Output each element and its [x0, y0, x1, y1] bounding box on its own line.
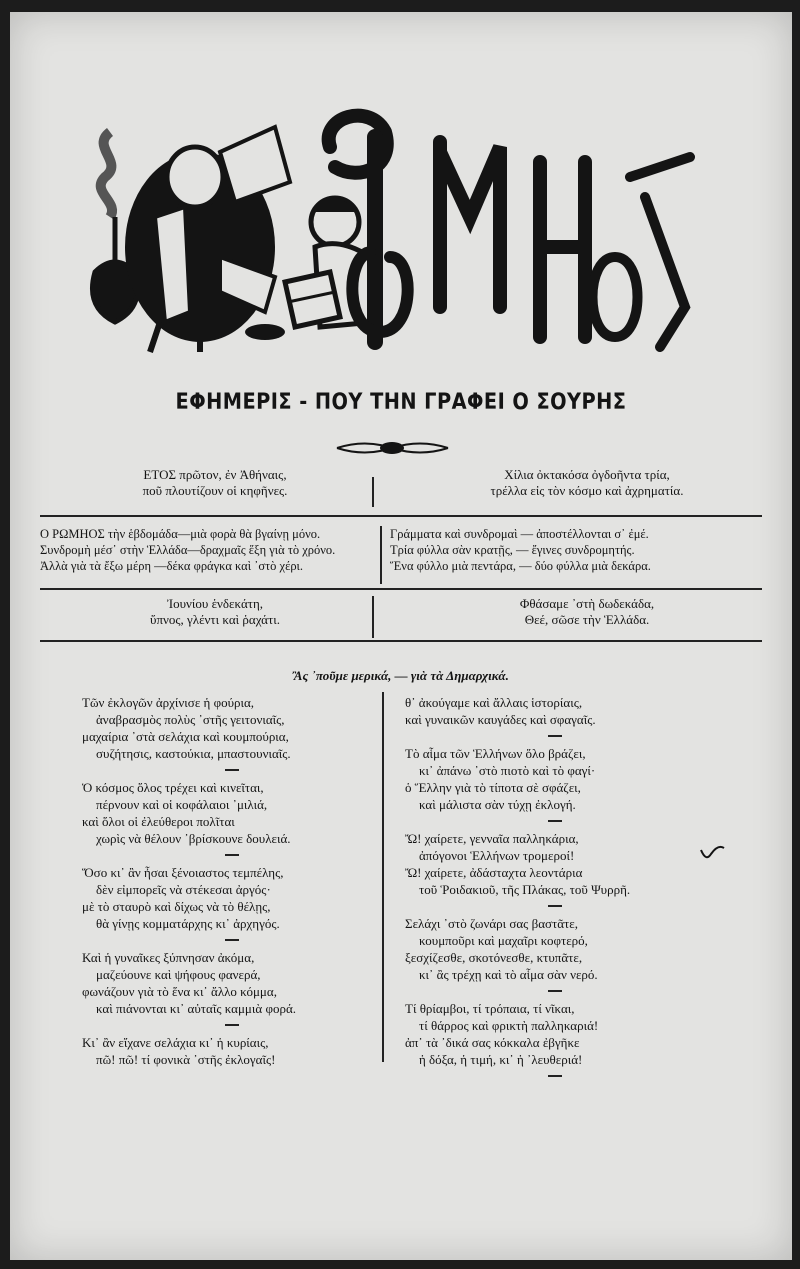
rule-middle — [40, 588, 762, 590]
verse-line: φωνάζουν γιὰ τὸ ἕνα κι᾽ ἄλλο κόμμα, — [82, 984, 277, 999]
stanza-separator — [225, 769, 239, 771]
newspaper-page — [10, 12, 792, 1260]
stanza — [82, 694, 382, 762]
stanza — [405, 694, 705, 728]
poem-title: Ἂς ᾽ποῦμε μερικά, — γιὰ τὰ Δημαρχικά. — [293, 668, 509, 683]
poem-column-divider — [382, 692, 384, 1062]
date-divider — [372, 596, 374, 638]
header-info-right-1: Χίλια ὀκτακόσα ὀγδοῆντα τρία, — [504, 467, 670, 482]
verse-line: Ὅσο κι᾽ ἂν ἦσαι ξένοιαστος τεμπέλης, — [82, 865, 284, 880]
newspaper-subtitle: ΕΦΗΜΕΡΙΣ - ΠΟΥ ΤΗΝ ΓΡΑΦΕΙ Ο ΣΟΥΡΗΣ — [175, 390, 627, 415]
masthead-illustration — [70, 107, 710, 367]
verse-line: ἀπόγονοι Ἑλλήνων τρομεροί! — [419, 848, 575, 863]
ornament-divider-icon — [335, 437, 450, 459]
verse-line: Ὁ κόσμος ὅλος τρέχει καὶ κινεῖται, — [82, 780, 264, 795]
verse-line: καὶ γυναικῶν καυγάδες καὶ σφαγαῖς. — [405, 712, 596, 727]
rule-top — [40, 515, 762, 517]
title-lettering — [329, 116, 690, 347]
date-info-left-1: Ἰουνίου ἑνδεκάτη, — [166, 596, 264, 611]
header-divider — [372, 477, 374, 507]
verse-line: ὁ Ἕλλην γιὰ τὸ τίποτα σὲ σφάζει, — [405, 780, 581, 795]
subscription-right-1: Γράμματα καὶ συνδρομαὶ — ἀποστέλλονται σ᾽ ἐμέ. — [390, 527, 649, 541]
verse-line: μὲ τὸ σταυρὸ καὶ δίχως νὰ τὸ θέλῃς, — [82, 899, 271, 914]
verse-line: Κι᾽ ἂν εἴχανε σελάχια κι᾽ ἡ κυρίαις, — [82, 1035, 269, 1050]
stanza — [405, 745, 705, 813]
verse-line: καὶ μάλιστα σὰν τύχῃ ἐκλογή. — [419, 797, 576, 812]
verse-line: κι᾽ ἀπάνω ᾽στὸ πιοτὸ καὶ τὸ φαγί· — [419, 763, 596, 778]
verse-line: καὶ ὅλοι οἱ ἐλεύθεροι πολῖται — [82, 814, 235, 829]
date-info-right-1: Φθάσαμε ᾽στὴ δωδεκάδα, — [519, 596, 655, 611]
verse-line: ξεσχίζεσθε, σκοτόνεσθε, κτυπᾶτε, — [405, 950, 583, 965]
subscription-right-3: Ἕνα φύλλο μιὰ πεντάρα, — δύο φύλλα μιὰ δεκάρα. — [390, 559, 651, 573]
verse-line: Τῶν ἐκλογῶν ἀρχίνισε ἡ φούρια, — [82, 695, 255, 710]
verse-line: συζήτησις, καστούκια, μπαστουνιαῖς. — [96, 746, 291, 761]
stanza-separator — [548, 1075, 562, 1077]
date-info-right-2: Θεέ, σῶσε τὴν Ἑλλάδα. — [524, 612, 650, 627]
verse-line: κι᾽ ἂς τρέχῃ καὶ τὸ αἷμα σὰν νερό. — [419, 967, 598, 982]
verse-line: καὶ πιάνονται κι᾽ αὐταῖς καμμιὰ φορά. — [96, 1001, 297, 1016]
subscription-divider — [380, 526, 382, 584]
subscription-right-2: Τρία φύλλα σὰν κρατῇς, — ἔγινες συνδρομητής. — [390, 543, 635, 557]
stanza — [405, 830, 705, 898]
poem-right-column — [405, 694, 705, 1085]
rule-bottom — [40, 640, 762, 642]
verse-line: ἀπ᾽ τὰ ᾽δικά σας κόκκαλα ἐβγῆκε — [405, 1035, 580, 1050]
stanza — [405, 915, 705, 983]
stanza-separator — [548, 820, 562, 822]
header-info-left-2: ποῦ πλουτίζουν οἱ κηφῆνες. — [142, 483, 288, 498]
verse-line: μαζεύουνε καὶ ψήφους φανερά, — [96, 967, 261, 982]
subscription-info — [40, 526, 762, 578]
subscription-left-1: Ο ΡΩΜΗΟΣ τὴν ἑβδομάδα—μιὰ φορὰ θὰ βγαίνῃ μόνο. — [40, 527, 321, 541]
verse-line: τοῦ Ῥοιδακιοῦ, τῆς Πλάκας, τοῦ Ψυρρῆ. — [419, 882, 631, 897]
verse-line: Τὸ αἷμα τῶν Ἑλλήνων ὅλο βράζει, — [405, 746, 586, 761]
date-info-left-2: ὕπνος, γλέντι καὶ ῥαχάτι. — [150, 612, 280, 627]
verse-line: Τί θρίαμβοι, τί τρόπαια, τί νῖκαι, — [405, 1001, 575, 1016]
verse-line: ἀναβρασμὸς πολὺς ᾽στῆς γειτονιαῖς, — [96, 712, 285, 727]
stanza — [82, 949, 382, 1017]
verse-line: πῶ! πῶ! τί φονικὰ ᾽στῆς ἐκλογαῖς! — [96, 1052, 276, 1067]
verse-line: ἡ δόξα, ἡ τιμή, κι᾽ ἡ ᾽λευθεριά! — [419, 1052, 583, 1067]
date-info — [50, 596, 752, 632]
header-info-right-2: τρέλλα εἰς τὸν κόσμο καὶ ἀχρηματία. — [490, 483, 684, 498]
verse-line: θὰ γίνῃς κομματάρχης κι᾽ ἀρχηγός. — [96, 916, 280, 931]
handwritten-mark-icon — [698, 840, 728, 866]
stanza-separator — [548, 905, 562, 907]
stanza — [82, 864, 382, 932]
stanza — [82, 1034, 382, 1068]
verse-line: μαχαίρια ᾽στὰ σελάχια καὶ κουμπούρια, — [82, 729, 289, 744]
verse-line: τί θάρρος καὶ φρικτὴ παλληκαριά! — [419, 1018, 599, 1033]
poem-left-column — [82, 694, 382, 1068]
stanza — [405, 1000, 705, 1068]
verse-line: δὲν εἰμπορεῖς νὰ στέκεσαι ἀργός· — [96, 882, 271, 897]
stanza-separator — [225, 939, 239, 941]
verse-line: Ὤ! χαίρετε, γενναῖα παλληκάρια, — [405, 831, 579, 846]
subscription-left-3: Ἀλλὰ γιὰ τὰ ἔξω μέρη —δέκα φράγκα καὶ ᾽στὸ χέρι. — [40, 559, 304, 573]
stanza-separator — [548, 735, 562, 737]
verse-line: Ὤ! χαίρετε, ἀδάσταχτα λεοντάρια — [405, 865, 583, 880]
header-info-left-1: ΕΤΟΣ πρῶτον, ἐν Ἀθήναις, — [143, 467, 287, 482]
verse-line: χωρὶς νὰ θέλουν ᾽βρίσκουνε δουλειά. — [96, 831, 291, 846]
stanza — [82, 779, 382, 847]
stanza-separator — [548, 990, 562, 992]
stanza-separator — [225, 854, 239, 856]
stanza-separator — [225, 1024, 239, 1026]
verse-line: πέρνουν καὶ οἱ κοφάλαιοι ᾽μιλιά, — [96, 797, 268, 812]
subscription-left-2: Συνδρομὴ μέσ᾽ στὴν Ἑλλάδα—δραχμαῖς ἕξη γιὰ τὸ χρόνο. — [40, 543, 336, 557]
header-info — [50, 467, 752, 503]
verse-line: θ᾽ ἀκούγαμε καὶ ἄλλαις ἱστορίαις, — [405, 695, 583, 710]
verse-line: Καὶ ἡ γυναῖκες ξύπνησαν ἀκόμα, — [82, 950, 255, 965]
verse-line: κουμποῦρι καὶ μαχαῖρι κοφτερό, — [419, 933, 588, 948]
seated-man-figure — [125, 127, 290, 352]
verse-line: Σελάχι ᾽στὸ ζωνάρι σας βαστᾶτε, — [405, 916, 578, 931]
